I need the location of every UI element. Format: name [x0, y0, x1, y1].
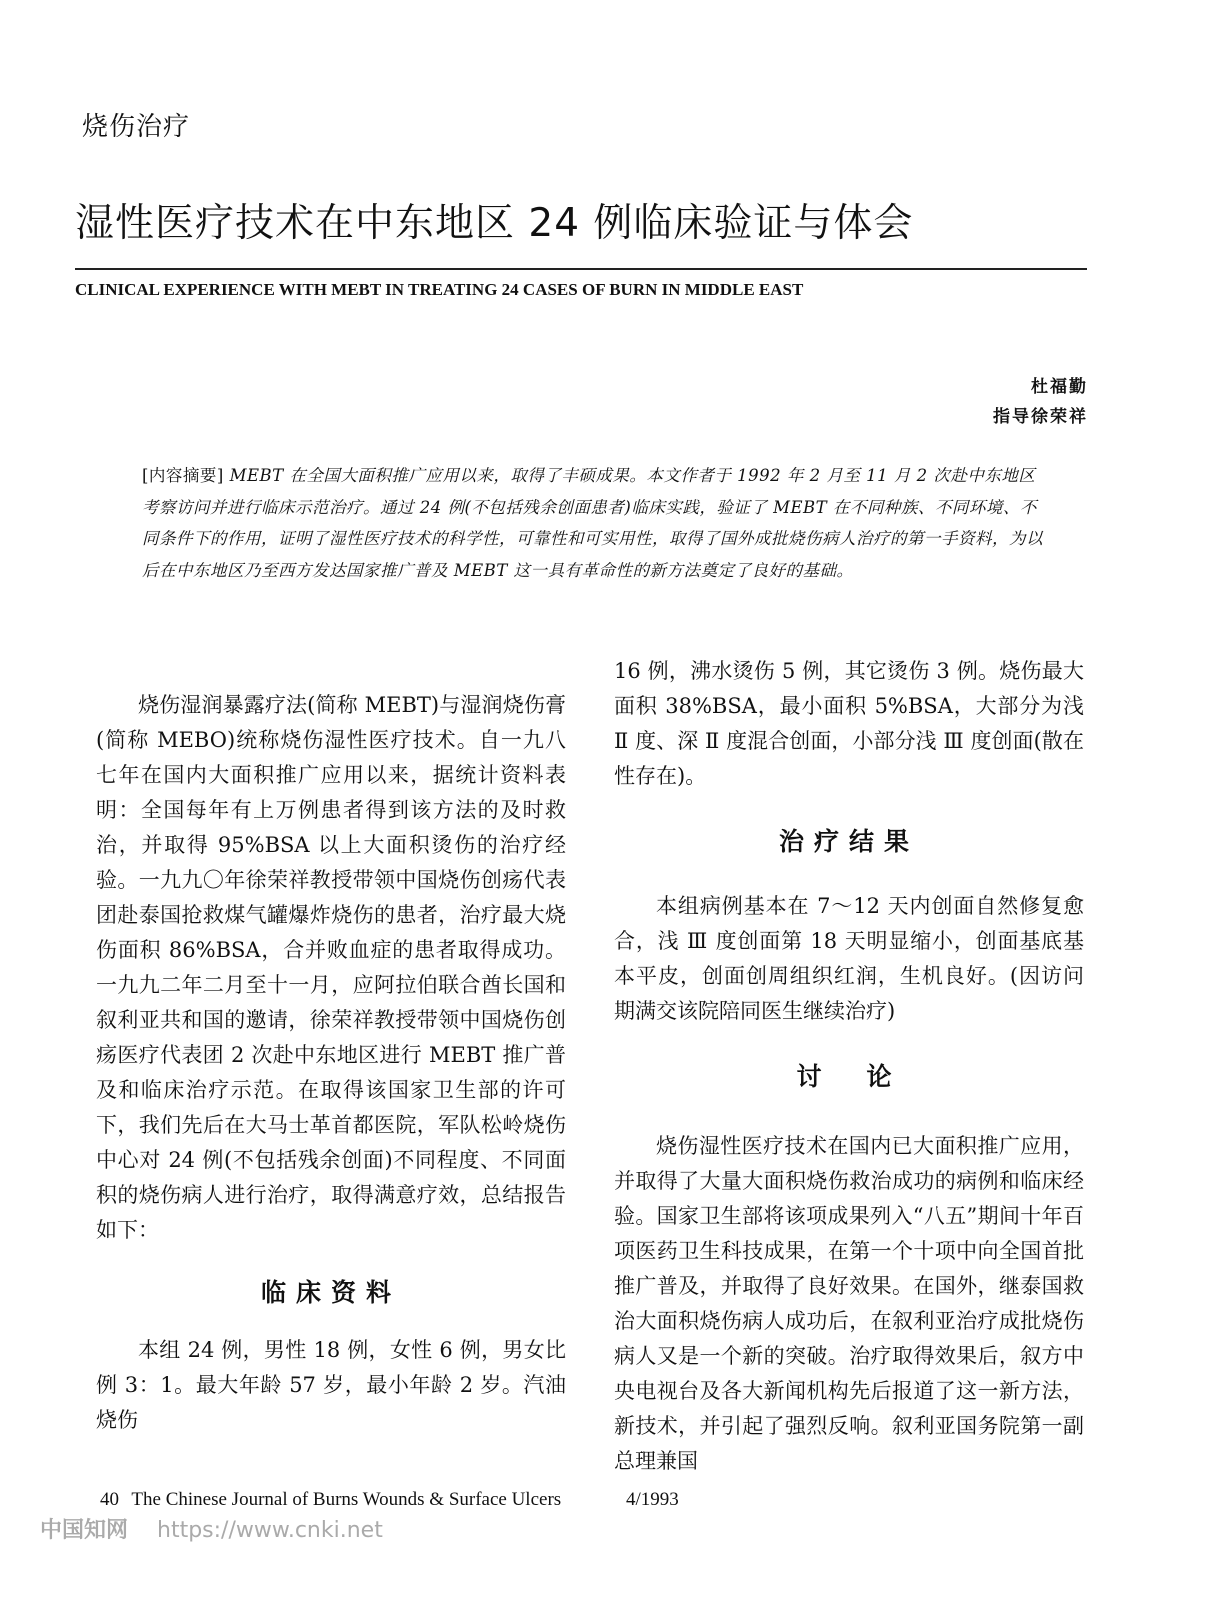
- advisor-name: 指导徐荣祥: [993, 407, 1088, 427]
- page-footer: [100, 1489, 679, 1511]
- journal-name: The Chinese Journal of Burns Wounds & Surface Ulcers: [131, 1489, 562, 1510]
- abstract: [142, 460, 1050, 586]
- author-block: [993, 372, 1088, 432]
- page-number: 40: [100, 1489, 119, 1510]
- left-column: [96, 688, 566, 1438]
- title-rule: [75, 268, 1087, 270]
- article-title-chinese: 湿性医疗技术在中东地区 24 例临床验证与体会: [75, 201, 914, 246]
- abstract-text: MEBT 在全国大面积推广应用以来，取得了丰硕成果。本文作者于 1992 年 2 月至 11 月 2 次赴中东地区考察访问并进行临床示范治疗。通过 24 例(不包括残余创面患者)临床实践，验证了 MEBT 在不同种族、不同环境、不同条件下的作用，证明了湿性医疗技术的科学性，可靠性和可实用性，取得了国外成批烧伤病人治疗的第一手资料，为以后在中东地区乃至西方发达国家推广普及 MEBT 这一具有革命性的新方法奠定了良好的基础。: [142, 466, 1043, 580]
- treatment-results-paragraph: 本组病例基本在 7～12 天内创面自然修复愈合，浅 Ⅲ 度创面第 18 天明显缩小，创面基底基本平皮，创面创周组织红润，生机良好。(因访问期满交该院陪同医生继续治疗): [614, 894, 1084, 1023]
- intro-paragraph: 烧伤湿润暴露疗法(简称 MEBT)与湿润烧伤膏(简称 MEBO)统称烧伤湿性医疗技术。自一九八七年在国内大面积推广应用以来，据统计资料表明：全国每年有上万例患者得到该方法的及时救治，并取得 95%BSA 以上大面积烫伤的治疗经验。一九九〇年徐荣祥教授带领中国烧伤创疡代表团赴泰国抢救煤气罐爆炸烧伤的患者，治疗最大烧伤面积 86%BSA，合并败血症的患者取得成功。一九九二年二月至十一月，应阿拉伯联合酋长国和叙利亚共和国的邀请，徐荣祥教授带领中国烧伤创疡医疗代表团 2 次赴中东地区进行 MEBT 推广普及和临床治疗示范。在取得该国家卫生部的许可下，我们先后在大马士革首都医院，军队松岭烧伤中心对 24 例(不包括残余创面)不同程度、不同面积的烧伤病人进行治疗，取得满意疗效，总结报告如下：: [96, 693, 566, 1242]
- author-name: 杜福勤: [1031, 377, 1088, 397]
- section-tag: 烧伤治疗: [82, 112, 191, 142]
- watermark-brand: 中国知网: [40, 1518, 129, 1543]
- discussion-paragraph: 烧伤湿性医疗技术在国内已大面积推广应用，并取得了大量大面积烧伤救治成功的病例和临床经验。国家卫生部将该项成果列入“八五”期间十年百项医药卫生科技成果，在第一个十项中向全国首批推广普及，并取得了良好效果。在国外，继泰国救治大面积烧伤病人成功后，在叙利亚治疗成批烧伤病人又是一个新的突破。治疗取得效果后，叙方中央电视台及各大新闻机构先后报道了这一新方法，新技术，并引起了强烈反响。叙利亚国务院第一副总理兼国: [614, 1134, 1084, 1473]
- clinical-data-paragraph: 本组 24 例，男性 18 例，女性 6 例，男女比例 3：1。最大年龄 57 岁，最小年龄 2 岁。汽油烧伤: [96, 1338, 566, 1432]
- article-title-english: CLINICAL EXPERIENCE WITH MEBT IN TREATING 24 CASES OF BURN IN MIDDLE EAST: [75, 280, 804, 299]
- issue-number: 4/1993: [625, 1489, 679, 1510]
- heading-clinical-data: 临床资料: [260, 1278, 401, 1307]
- heading-discussion: 讨 论: [796, 1062, 902, 1091]
- abstract-label: [内容摘要]: [142, 466, 224, 485]
- watermark-url: https://www.cnki.net: [157, 1518, 383, 1543]
- cnki-watermark: [40, 1513, 383, 1544]
- heading-treatment-results: 治疗结果: [778, 827, 919, 856]
- right-column: [614, 654, 1084, 1479]
- clinical-data-continued: 16 例，沸水烫伤 5 例，其它烫伤 3 例。烧伤最大面积 38%BSA，最小面积 5%BSA，大部分为浅 Ⅱ 度、深 Ⅱ 度混合创面，小部分浅 Ⅲ 度创面(散在性存在)。: [614, 659, 1084, 788]
